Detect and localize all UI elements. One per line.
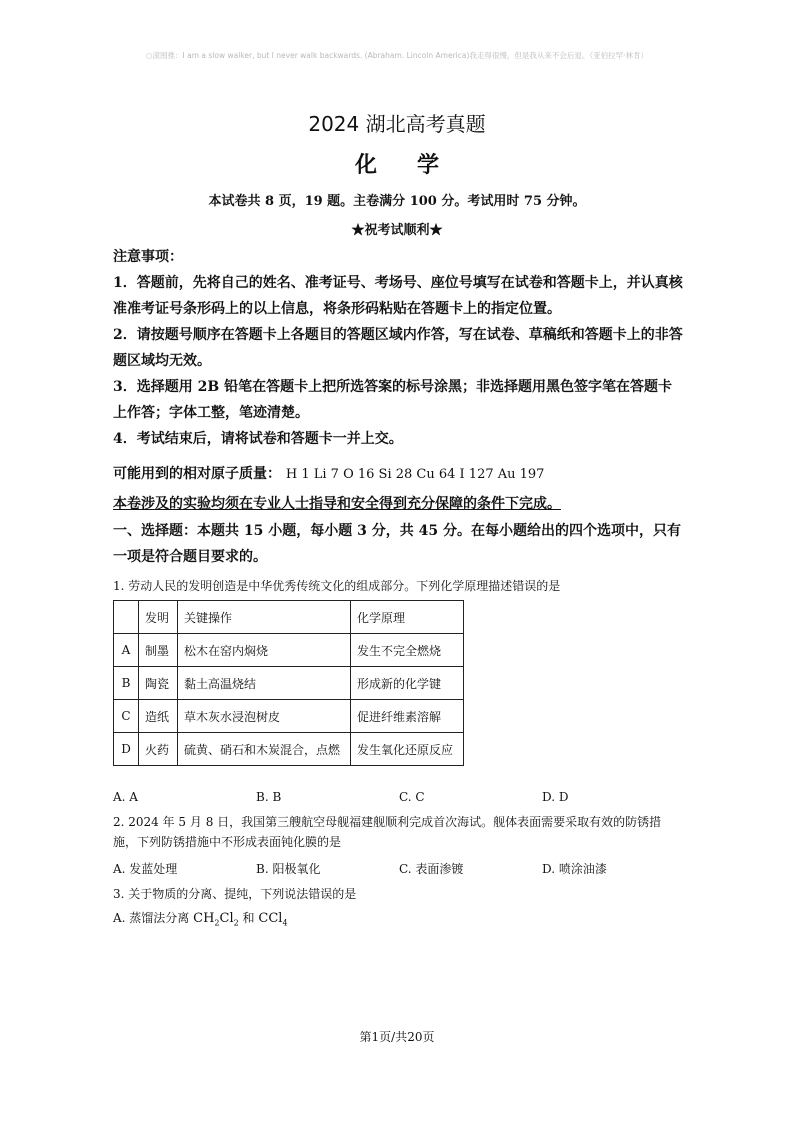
formula-ch2cl2: $CH_2Cl_2$ (193, 911, 239, 928)
exam-title: 2024 湖北高考真题 (308, 112, 486, 136)
table-cell: 硫黄、硝石和木炭混合，点燃 (178, 733, 351, 766)
table-cell: 关键操作 (178, 601, 351, 634)
option-d[interactable]: D. 喷涂油漆 (542, 862, 607, 876)
table-cell: 发生不完全燃烧 (351, 634, 464, 667)
atomic-masses-label: 可能用到的相对原子质量： (113, 466, 281, 482)
table-row (114, 733, 464, 766)
option-b[interactable]: B. B (256, 790, 282, 804)
table-cell: 黏土高温烧结 (178, 667, 351, 700)
atomic-masses-values: H 1 Li 7 O 16 Si 28 Cu 64 I 127 Au 197 (285, 467, 545, 482)
exam-info: 本试卷共 8 页，19 题。主卷满分 100 分。考试用时 75 分钟。 (208, 194, 586, 209)
option-b[interactable]: B. 阳极氧化 (256, 862, 321, 876)
table-cell: D (114, 733, 139, 766)
notes-title: 注意事项： (113, 249, 183, 265)
formula-ccl4: CCl$_4$ (258, 911, 288, 928)
table-cell: B (114, 667, 139, 700)
question-3-option-a[interactable] (113, 908, 685, 934)
exam-wish: ★祝考试顺利★ (351, 223, 443, 238)
note-item-4: 4．考试结束后，请将试卷和答题卡一并上交。 (113, 431, 403, 447)
page-footer: 第1页/共20页 (359, 1030, 435, 1044)
table-cell (114, 601, 139, 634)
subject-title: 化学 (354, 153, 479, 178)
table-cell: 造纸 (139, 700, 178, 733)
question-1-options (113, 790, 685, 804)
option-c[interactable]: C. 表面渗镀 (399, 862, 464, 876)
question-3-stem: 3. 关于物质的分离、提纯，下列说法错误的是 (113, 887, 357, 901)
connector-text: 和 (242, 911, 255, 925)
section-heading: 一、选择题：本题共 15 小题，每小题 3 分，共 45 分。在每小题给出的四个选项中，只有一项是符合题目要求的。 (113, 523, 681, 565)
note-item-3: 3．选择题用 2B 铅笔在答题卡上把所选答案的标号涂黑；非选择题用黑色签字笔在答题卡上作答；字体工整，笔迹清楚。 (113, 379, 673, 421)
safety-notice: 本卷涉及的实验均须在专业人士指导和安全得到充分保障的条件下完成。 (113, 496, 561, 512)
table-row (114, 634, 464, 667)
table-cell: 形成新的化学键 (351, 667, 464, 700)
table-cell: 化学原理 (351, 601, 464, 634)
watermark: ○滚囤推：I am a slow walker, but I never walk backwards. (Abraham. Lincoln America)我走得很慢，但是我从来不会后退。（亚伯拉罕·林肯） (145, 51, 649, 60)
question-1-table (113, 600, 464, 766)
table-cell: A (114, 634, 139, 667)
table-cell: 火药 (139, 733, 178, 766)
question-1-stem: 1. 劳动人民的发明创造是中华优秀传统文化的组成部分。下列化学原理描述错误的是 (113, 579, 561, 593)
table-cell: C (114, 700, 139, 733)
atomic-masses (113, 461, 685, 488)
question-2-options (113, 860, 685, 877)
table-cell: 草木灰水浸泡树皮 (178, 700, 351, 733)
note-item-2: 2．请按题号顺序在答题卡上各题目的答题区域内作答，写在试卷、草稿纸和答题卡上的非答题区域均无效。 (113, 327, 683, 369)
question-2-stem: 2. 2024 年 5 月 8 日，我国第三艘航空母舰福建舰顺利完成首次海试。舰体表面需要采取有效的防锈措施，下列防锈措施中不形成表面钝化膜的是 (113, 815, 662, 849)
table-row (114, 667, 464, 700)
table-cell: 制墨 (139, 634, 178, 667)
option-c[interactable]: C. C (399, 790, 425, 804)
option-a[interactable]: A. 发蓝处理 (113, 862, 178, 876)
table-cell: 发明 (139, 601, 178, 634)
table-cell: 陶瓷 (139, 667, 178, 700)
note-item-1: 1．答题前，先将自己的姓名、准考证号、考场号、座位号填写在试卷和答题卡上，并认真核准准考证号条形码上的以上信息，将条形码粘贴在答题卡上的指定位置。 (113, 275, 683, 317)
table-row (114, 700, 464, 733)
option-d[interactable]: D. D (542, 790, 569, 804)
table-cell: 促进纤维素溶解 (351, 700, 464, 733)
option-a[interactable]: A. A (113, 790, 138, 804)
table-cell: 发生氧化还原反应 (351, 733, 464, 766)
table-row (114, 601, 464, 634)
table-cell: 松木在窑内焖烧 (178, 634, 351, 667)
option-a-prefix: A. 蒸馏法分离 (113, 911, 190, 925)
